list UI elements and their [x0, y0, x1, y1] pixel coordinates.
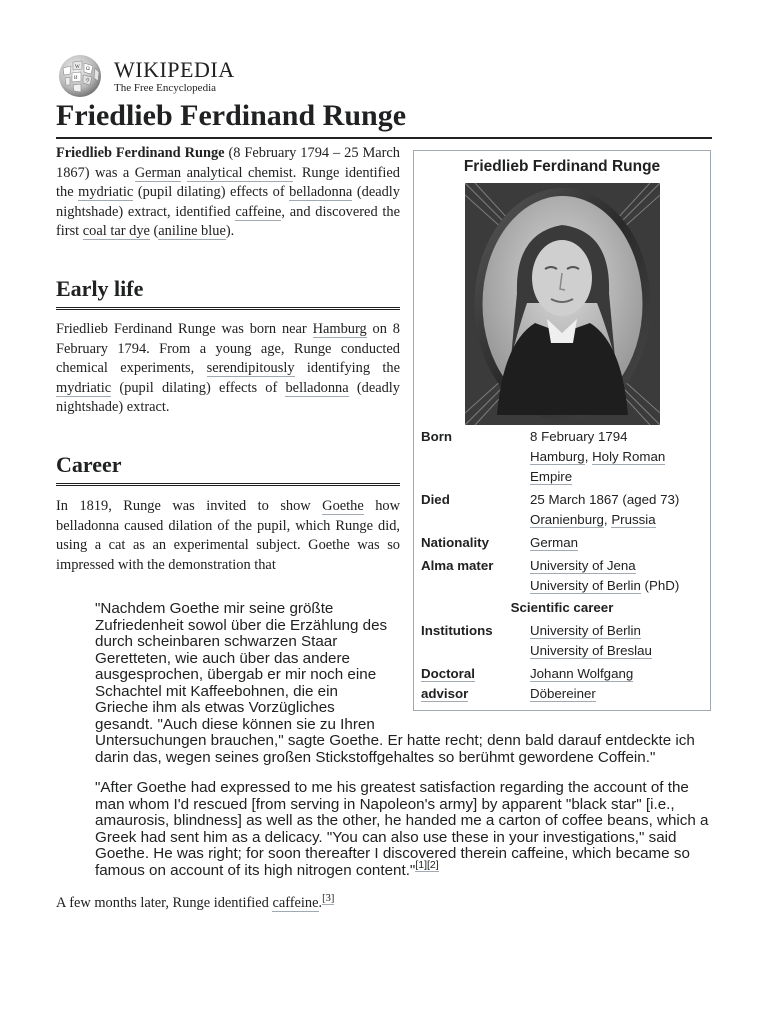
link-mydriatic[interactable]: mydriatic	[56, 379, 112, 396]
scientific-career-header: Scientific career	[510, 600, 614, 615]
link-goethe[interactable]: Goethe	[322, 497, 364, 514]
intro-text: ).	[225, 223, 235, 240]
intro-text: (deadly nightshade) extract, identified	[56, 184, 400, 220]
born-label: Born	[421, 429, 453, 444]
reference-1[interactable]: [1]	[415, 859, 427, 872]
nationality-label: Nationality	[421, 535, 489, 550]
quote-line: gesandt. "Auch diese können sie zu Ihren	[95, 715, 375, 733]
career-text: how belladonna caused dilation of the pupil, which Runge did, using a cat as an experimental subject. Goethe was so impressed with the demonstration that	[56, 497, 400, 573]
wikipedia-logo[interactable]	[55, 54, 235, 98]
early-text: identifying the	[294, 360, 400, 377]
link-dobereiner[interactable]: Johann Wolfgang Döbereiner	[530, 666, 634, 701]
link-caffeine[interactable]: caffeine	[235, 203, 282, 220]
died-date: 25 March 1867 (aged 73)	[530, 492, 680, 507]
svg-text:ウ: ウ	[85, 79, 91, 84]
died-label: Died	[421, 492, 450, 507]
heading-career: Career	[56, 451, 400, 486]
intro-text	[181, 165, 186, 181]
wikipedia-wordmark	[114, 56, 235, 94]
career-text: In 1819, Runge was invited to show	[56, 497, 323, 514]
link-holy-roman-empire[interactable]: Holy Roman Empire	[530, 449, 666, 484]
wordmark-tagline: The Free Encyclopedia	[114, 81, 217, 94]
link-belladonna[interactable]: belladonna	[285, 379, 349, 396]
link-university-of-jena[interactable]: University of Jena	[530, 558, 636, 573]
quote-line: Grieche ihm als etwas Vorzügliches	[95, 699, 335, 716]
svg-text:Ω: Ω	[86, 67, 90, 72]
intro-text: (pupil dilating) effects of	[133, 184, 290, 201]
quote-line: Geretteten, wie auch über das andere	[95, 649, 350, 667]
caffeine-paragraph	[56, 894, 334, 914]
died-separator: ,	[603, 512, 612, 527]
wordmark-text: WIKIPEDIA	[114, 56, 235, 82]
svg-text:И: И	[74, 76, 78, 81]
quote-line: Zufriedenheit sowol über die Erzählung des	[95, 616, 388, 634]
english-quote-text: "After Goethe had expressed to me his greatest satisfaction regarding the account of the man whom I'd rescued [from serving in Napoleon's army] by apparent "black star" [i.e., amaurosis, blindness] as well as the other, he handed me a carton of coffee beans, which a Greek had sent him as a delicacy. "You can also use these in your investigations," said Goethe. He was right; for soon thereafter I discovered therein caffeine, which became so famous on account of its high nitrogen content."	[95, 779, 709, 879]
link-german[interactable]: German	[530, 535, 579, 550]
alma-mater-label: Alma mater	[421, 558, 494, 573]
institutions-label: Institutions	[421, 623, 493, 638]
after-text: A few months later, Runge identified	[56, 895, 273, 911]
early-text: on 8 February 1794. From a young age, Runge conducted chemical experiments,	[56, 320, 401, 377]
link-analytical-chemist[interactable]: analytical chemist	[186, 164, 293, 181]
reference-2[interactable]: [2]	[427, 859, 439, 872]
link-caffeine-2[interactable]: caffeine	[272, 895, 319, 911]
intro-text: , and discovered the first	[56, 203, 400, 240]
english-quote	[95, 780, 715, 879]
quote-line: darin das, wegen seines großen Stickstoffgehaltes so berühmt gewordene Coffein."	[95, 748, 656, 766]
subject-name: Friedlieb Ferdinand Runge	[56, 145, 225, 161]
link-university-of-berlin[interactable]: University of Berlin	[530, 578, 641, 593]
german-quote	[95, 601, 715, 766]
heading-early-life: Early life	[56, 275, 400, 310]
infobox-title: Friedlieb Ferdinand Runge	[463, 158, 661, 175]
quote-line: ausgesprochen, übergab er mir noch eine	[95, 666, 377, 683]
intro-text: . Runge identified the	[56, 164, 400, 201]
link-prussia[interactable]: Prussia	[611, 512, 656, 527]
quote-line: Untersuchungen brauchen," sagte Goethe. Er hatte recht; denn bald darauf entdeckte ich	[95, 732, 695, 749]
wikipedia-globe-icon	[55, 54, 105, 98]
after-text: .	[318, 895, 323, 911]
doctoral-label[interactable]: Doctoral	[421, 666, 475, 681]
early-text: (pupil dilating) effects of	[111, 379, 286, 396]
link-oranienburg[interactable]: Oranienburg	[530, 512, 604, 527]
reference-3[interactable]: [3]	[322, 893, 335, 905]
link-institution-berlin[interactable]: University of Berlin	[530, 623, 641, 638]
link-coal-tar-dye[interactable]: coal tar dye	[82, 223, 150, 240]
page-title: Friedlieb Ferdinand Runge	[56, 96, 712, 139]
intro-text: (8 February 1794 – 25 March 1867) was a	[56, 145, 401, 181]
quote-line: "Nachdem Goethe mir seine größte	[95, 600, 334, 617]
advisor-label[interactable]: advisor	[421, 686, 469, 701]
link-german[interactable]: German	[134, 164, 182, 181]
quote-line: Schachtel mit Kaffeebohnen, die ein	[95, 682, 338, 700]
link-belladonna[interactable]: belladonna	[289, 184, 353, 201]
born-date: 8 February 1794	[530, 429, 628, 444]
early-life-paragraph	[56, 320, 400, 418]
alma-suffix: (PhD)	[640, 578, 680, 593]
intro-text: (	[149, 223, 159, 240]
career-paragraph	[56, 497, 400, 575]
svg-text:W: W	[75, 65, 80, 70]
early-text: (deadly nightshade) extract.	[56, 379, 400, 416]
article-body	[56, 142, 712, 575]
link-institution-breslau[interactable]: University of Breslau	[530, 643, 652, 658]
link-hamburg[interactable]: Hamburg	[530, 449, 585, 464]
link-mydriatic[interactable]: mydriatic	[78, 184, 134, 201]
link-hamburg[interactable]: Hamburg	[312, 320, 367, 337]
born-separator: ,	[584, 449, 593, 464]
link-aniline-blue[interactable]: aniline blue	[158, 223, 226, 240]
quote-line: durch scheinbaren schwarzen Staar	[95, 633, 338, 650]
early-text: Friedlieb Ferdinand Runge was born near	[56, 320, 313, 337]
intro-paragraph	[56, 142, 400, 242]
link-serendipitously[interactable]: serendipitously	[206, 360, 295, 377]
